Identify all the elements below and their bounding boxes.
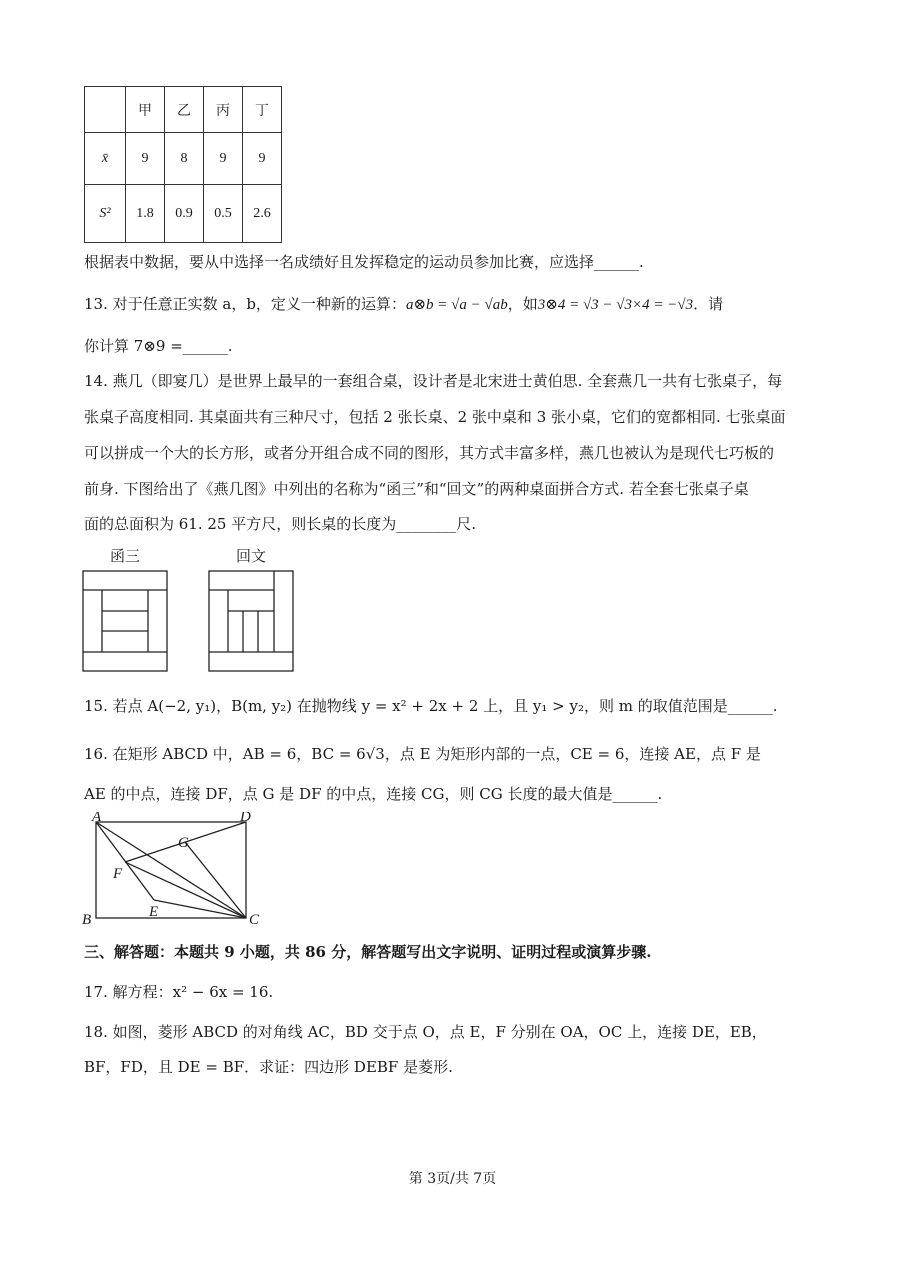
point-label-d: D xyxy=(240,812,251,825)
table-header-row xyxy=(85,87,282,133)
table-row-label: S² xyxy=(85,185,126,243)
huiwen-outer-rect xyxy=(209,571,293,671)
segment-gc xyxy=(185,842,246,918)
q17-text: 17. 解方程：x² − 6x = 16. xyxy=(84,983,274,1001)
table-header-cell: 乙 xyxy=(165,87,204,133)
rectangle-figure xyxy=(80,812,270,930)
figure-caption-hansan: 函三 xyxy=(110,547,141,565)
q14-line: 14. 燕几（即宴几）是世界上最早的一套组合桌，设计者是北宋进士黄伯思. 全套燕几一共有七张桌子，每 xyxy=(84,372,783,390)
q13-line1 xyxy=(84,294,723,315)
point-label-a: A xyxy=(92,812,102,825)
q14-line: 前身. 下图给出了《燕几图》中列出的名称为“函三”和“回文”的两种桌面拼合方式. 若全套七张桌子桌 xyxy=(84,480,749,498)
table-row-label: x̄ xyxy=(85,133,126,185)
table-cell: 9 xyxy=(204,133,243,185)
table-header-cell: 丙 xyxy=(204,87,243,133)
table-cell: 9 xyxy=(126,133,165,185)
section-3-heading: 三、解答题：本题共 9 小题，共 86 分，解答题写出文字说明、证明过程或演算步骤. xyxy=(84,943,652,961)
q13-example: 3⊗4 = √3 − √3×4 = −√3 xyxy=(537,297,694,313)
table-cell: 0.5 xyxy=(204,185,243,243)
table-row xyxy=(85,133,282,185)
q13-mid: ，如 xyxy=(507,295,538,313)
table-header-cell xyxy=(85,87,126,133)
table-cell: 9 xyxy=(243,133,282,185)
q18-line2: BF，FD，且 DE = BF．求证：四边形 DEBF 是菱形. xyxy=(84,1058,453,1076)
q16-line1: 16. 在矩形 ABCD 中，AB = 6，BC = 6√3，点 E 为矩形内部的一点，CE = 6，连接 AE，点 F 是 xyxy=(84,745,761,763)
table-header-cell: 丁 xyxy=(243,87,282,133)
q14-line: 张桌子高度相同. 其桌面共有三种尺寸，包括 2 张长桌、2 张中桌和 3 张小桌，它们的宽都相同. 七张桌面 xyxy=(84,408,786,426)
q13-definition: a⊗b = √a − √ab xyxy=(405,297,508,313)
figure-caption-huiwen: 回文 xyxy=(236,547,267,565)
q13-line2: 你计算 7⊗9 =______. xyxy=(84,337,233,355)
huiwen-figure xyxy=(206,568,298,676)
table-row xyxy=(85,185,282,243)
segment-fc xyxy=(125,862,246,918)
point-label-f: F xyxy=(113,866,123,882)
hansan-figure xyxy=(80,568,172,676)
table-cell: 1.8 xyxy=(126,185,165,243)
q14-line: 可以拼成一个大的长方形，或者分开组合成不同的图形，其方式丰富多样，燕几也被认为是现代七巧板的 xyxy=(84,444,775,462)
point-label-b: B xyxy=(82,912,92,928)
table-cell: 0.9 xyxy=(165,185,204,243)
q15-text: 15. 若点 A(−2, y₁)，B(m, y₂) 在抛物线 y = x² + 2x + 2 上，且 y₁ > y₂，则 m 的取值范围是______. xyxy=(84,697,778,715)
q12-answer-prompt: 根据表中数据，要从中选择一名成绩好且发挥稳定的运动员参加比赛，应选择______. xyxy=(84,253,644,271)
table-cell: 8 xyxy=(165,133,204,185)
hansan-outer-rect xyxy=(83,571,167,671)
point-label-g: G xyxy=(178,835,189,851)
page-number: 第 3页/共 7页 xyxy=(408,1171,497,1187)
q14-line: 面的总面积为 61. 25 平方尺，则长桌的长度为________尺. xyxy=(84,515,477,533)
athlete-stats-table xyxy=(84,86,282,243)
table-header-cell: 甲 xyxy=(126,87,165,133)
point-label-c: C xyxy=(249,912,260,928)
q13-prefix: 13. 对于任意正实数 a，b，定义一种新的运算： xyxy=(84,295,406,313)
segment-ae xyxy=(96,822,154,900)
q18-line1: 18. 如图，菱形 ABCD 的对角线 AC，BD 交于点 O，点 E，F 分别在 OA，OC 上，连接 DE，EB， xyxy=(84,1023,767,1041)
point-label-e: E xyxy=(149,904,159,920)
q13-end: ．请 xyxy=(693,295,724,313)
q16-line2: AE 的中点，连接 DF，点 G 是 DF 的中点，连接 CG，则 CG 长度的最大值是______. xyxy=(84,785,663,803)
table-cell: 2.6 xyxy=(243,185,282,243)
